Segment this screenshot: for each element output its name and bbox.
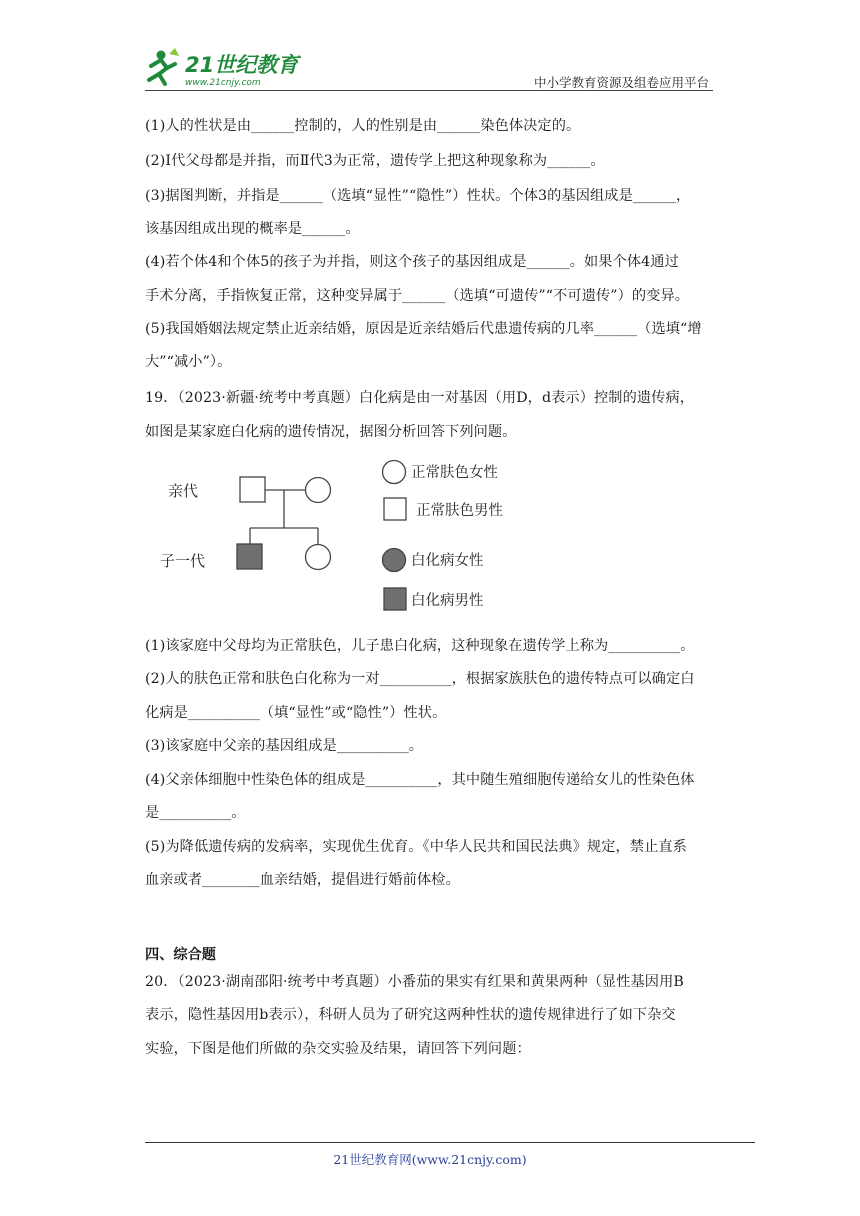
q18-part5-line1: (5)我国婚姻法规定禁止近亲结婚，原因是近亲结婚后代患遗传病的几率______（选填“增 — [145, 321, 702, 337]
legend-normal-male-symbol — [384, 498, 406, 520]
footer-link[interactable]: 21世纪教育网(www.21cnjy.com) — [333, 1152, 527, 1167]
father-normal-male — [240, 477, 265, 502]
daughter-normal-female — [306, 545, 331, 570]
q19-part2-line1: (2)人的肤色正常和肤色白化称为一对__________，根据家族肤色的遗传特点可以确定白 — [145, 671, 695, 687]
legend-albino-female-label: 白化病女性 — [411, 553, 484, 569]
q18-part3-line2: 该基因组成出现的概率是______。 — [145, 221, 360, 237]
q19-part4-line1: (4)父亲体细胞中性染色体的组成是__________，其中随生殖细胞传递给女儿的性染色体 — [145, 772, 695, 788]
q18-part4-line1: (4)若个体4和个体5的孩子为并指，则这个孩子的基因组成是______。如果个体4通过 — [145, 254, 679, 270]
platform-name: 中小学教育资源及组卷应用平台 — [533, 75, 709, 90]
q20-line2: 表示，隐性基因用b表示），科研人员为了研究这两种性状的遗传规律进行了如下杂交 — [145, 1007, 676, 1023]
header-divider — [145, 90, 713, 91]
legend-normal-female-symbol — [383, 461, 406, 484]
q18-part1: (1)人的性状是由______控制的，人的性别是由______染色体决定的。 — [145, 118, 581, 134]
logo-main-text: 21世纪教育 — [185, 53, 299, 77]
runner-icon — [149, 48, 179, 84]
page-header — [145, 46, 713, 92]
q20-line1: 20．（2023·湖南邵阳·统考中考真题）小番茄的果实有红果和黄果两种（显性基因用B — [145, 974, 684, 990]
q19-part5-line2: 血亲或者________血亲结婚，提倡进行婚前体检。 — [145, 872, 460, 888]
q19-part2-line2: 化病是__________（填“显性”或“隐性”）性状。 — [145, 705, 447, 721]
mother-normal-female — [306, 478, 331, 503]
q19-intro-line1: 19．（2023·新疆·统考中考真题）白化病是由一对基因（用D，d表示）控制的遗传病， — [145, 390, 695, 406]
q19-intro-line2: 如图是某家庭白化病的遗传情况，据图分析回答下列问题。 — [145, 424, 517, 440]
q18-part5-line2: 大”“减小”）。 — [145, 354, 232, 370]
legend-albino-male-symbol — [384, 588, 406, 610]
pedigree-legend — [383, 461, 504, 611]
q19-part5-line1: (5)为降低遗传病的发病率，实现优生优育。《中华人民共和国民法典》规定，禁止直系 — [145, 839, 687, 855]
legend-albino-female-symbol — [383, 549, 406, 572]
son-albino-male — [237, 544, 262, 569]
q19-part1: (1)该家庭中父母均为正常肤色，儿子患白化病，这种现象在遗传学上称为__________。 — [145, 638, 695, 654]
label-parent-generation: 亲代 — [168, 482, 199, 500]
section-heading: 四、综合题 — [145, 947, 216, 963]
q19-part4-line2: 是__________。 — [145, 805, 246, 821]
label-child-generation: 子一代 — [160, 552, 206, 570]
legend-normal-female-label: 正常肤色女性 — [411, 465, 498, 481]
pedigree-chart — [160, 455, 520, 620]
q19-part3: (3)该家庭中父亲的基因组成是__________。 — [145, 738, 424, 754]
site-logo[interactable] — [145, 46, 315, 90]
q20-line3: 实验，下图是他们所做的杂交实验及结果，请回答下列问题： — [145, 1041, 531, 1057]
q18-part4-line2: 手术分离，手指恢复正常，这种变异属于______（选填“可遗传”“不可遗传”）的变异。 — [145, 288, 690, 304]
legend-normal-male-label: 正常肤色男性 — [416, 503, 503, 519]
q18-part2: (2)Ⅰ代父母都是并指，而Ⅱ代3为正常，遗传学上把这种现象称为______。 — [145, 153, 605, 169]
legend-albino-male-label: 白化病男性 — [411, 593, 484, 609]
footer-divider — [145, 1142, 755, 1143]
q18-part3-line1: (3)据图判断，并指是______（选填“显性”“隐性”）性状。个体3的基因组成是______， — [145, 188, 691, 204]
logo-url-text: www.21cnjy.com — [185, 78, 261, 88]
